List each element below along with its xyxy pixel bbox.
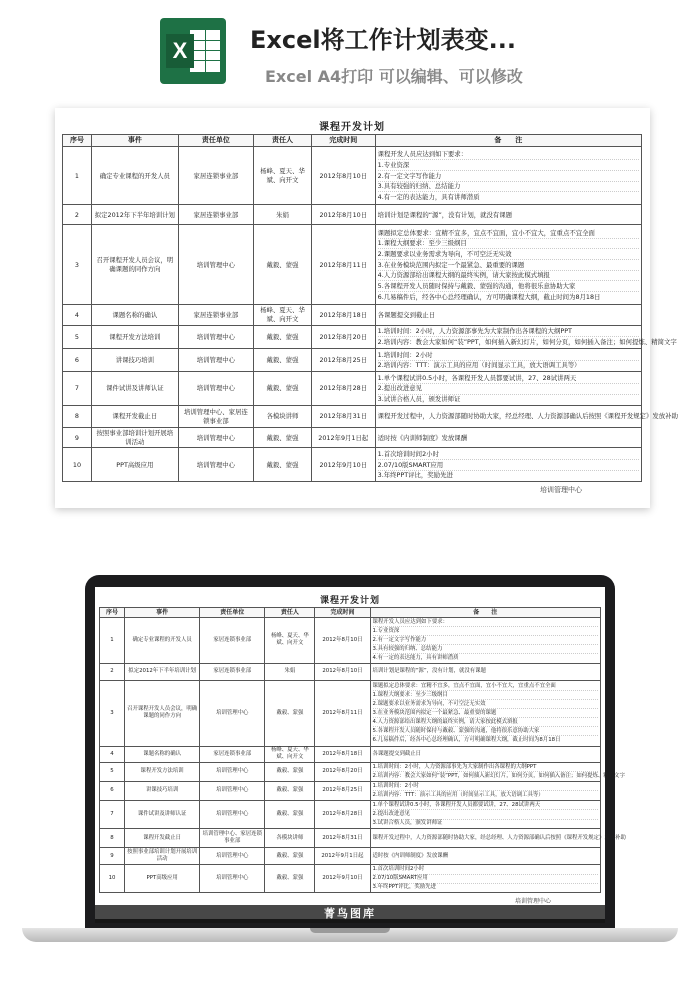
row-number: 3	[63, 225, 92, 305]
event-cell: 讲课技巧培训	[91, 349, 178, 372]
person-cell: 杨峰、夏天、华斌、向开文	[254, 147, 312, 205]
unit-cell: 培训管理中心	[200, 800, 265, 828]
table-row	[63, 147, 642, 205]
note-line: 2.培训内容：TTT：演示工具的应用（时间显示工具，放大语调工具等）	[377, 361, 581, 370]
row-number: 8	[100, 829, 125, 848]
date-cell: 2012年8月11日	[315, 680, 370, 746]
person-cell: 戴毅、蒙强	[254, 428, 312, 448]
unit-cell: 培训管理中心	[200, 781, 265, 800]
note-line: 课题拟定总体要求：宜精不宜多，宜点不宜面，宜小不宜大，宜重点不宜全面	[373, 682, 598, 691]
column-header: 序号	[63, 135, 92, 147]
event-cell: 课题名称的确认	[125, 746, 200, 762]
notes-cell	[375, 448, 641, 482]
date-cell: 2012年8月31日	[311, 406, 375, 428]
note-line: 各课题提交到截止日	[372, 750, 422, 757]
person-cell: 戴毅、蒙强	[254, 372, 312, 406]
table-row	[63, 325, 642, 348]
person-cell: 朱娟	[254, 205, 312, 225]
page-title: Excel将工作计划表变...	[250, 26, 516, 54]
unit-cell: 家居连锁事业部	[200, 746, 265, 762]
event-cell: 召开课程开发人员会议，明确课题的同作方向	[125, 680, 200, 746]
note-line: 3.试讲合格人员，颁发讲师证	[377, 395, 461, 404]
table-row	[100, 663, 601, 680]
event-cell: 按照事业部培训计划开展培训活动	[91, 428, 178, 448]
column-header: 备 注	[375, 135, 641, 147]
notes-cell	[370, 781, 600, 800]
row-number: 9	[100, 848, 125, 865]
note-line: 6.几易稿件后，经各中心总经理确认，方可明确课程大纲，截止时间为8月18日	[377, 292, 601, 301]
row-number: 1	[63, 147, 92, 205]
note-line: 1.培训时间：2小时，人力资源部事先为大家制作出各课程的大纲PPT	[378, 327, 639, 338]
unit-cell: 家居连锁事业部	[178, 147, 253, 205]
event-cell: 课程开发方法培训	[91, 325, 178, 348]
laptop-screen	[95, 587, 626, 920]
note-line: 3.年终PPT评比，奖励先进	[377, 471, 453, 480]
row-number: 1	[100, 617, 125, 663]
event-cell: 课题名称的确认	[91, 305, 178, 325]
note-line: 3.在业务模块范围内拟定一个最紧急、最重要的课题	[373, 709, 598, 718]
note-line: 3.在业务模块范围内拟定一个最紧急、最重要的课题	[378, 260, 639, 271]
row-number: 7	[63, 372, 92, 406]
table-row	[63, 406, 642, 428]
table-row	[63, 448, 642, 482]
row-number: 4	[63, 305, 92, 325]
date-cell: 2012年8月25日	[315, 781, 370, 800]
row-number: 9	[63, 428, 92, 448]
note-line: 4.有一定的表达能力，具有讲师潜质	[372, 654, 459, 661]
event-cell: 课程开发方法培训	[125, 762, 200, 781]
table-row	[100, 680, 601, 746]
unit-cell: 培训管理中心	[200, 762, 265, 781]
table-row	[100, 865, 601, 893]
date-cell: 2012年9月10日	[311, 448, 375, 482]
column-header: 备 注	[370, 608, 600, 618]
laptop-notch	[310, 928, 390, 933]
date-cell: 2012年8月10日	[315, 663, 370, 680]
unit-cell: 培训管理中心	[200, 865, 265, 893]
note-line: 1.首次培训时间2小时	[373, 866, 598, 875]
note-line: 1.培训时间：2小时，人力资源部事先为大家制作出各课程的大纲PPT	[373, 763, 598, 772]
spreadsheet-preview	[55, 108, 678, 508]
unit-cell: 培训管理中心	[200, 848, 265, 865]
table-row	[63, 305, 642, 325]
note-line: 2.培训内容：教会大家如何“装”PPT，如何插入新幻灯片，如何分页，如何插入备注；如何提炼、精简文字	[372, 772, 625, 779]
table-row	[100, 781, 601, 800]
note-line: 3.年终PPT评比，奖励先进	[372, 884, 436, 891]
row-number: 5	[100, 762, 125, 781]
plan-table	[99, 607, 626, 893]
person-cell: 杨峰、夏天、华斌、向开文	[265, 617, 315, 663]
person-cell: 戴毅、蒙强	[254, 225, 312, 305]
person-cell: 戴毅、蒙强	[254, 448, 312, 482]
column-header: 完成时间	[315, 608, 370, 618]
note-line: 4.有一定的表达能力，具有讲师潜质	[377, 192, 480, 201]
note-line: 培训计划是课程的“源”，没有计划，就没有课题	[372, 668, 486, 675]
column-header: 责任人	[265, 608, 315, 618]
note-line: 1.单个课程试讲0.5小时，各课程开发人员都要试讲，27、28试讲两天	[373, 801, 598, 810]
column-header: 序号	[100, 608, 125, 618]
date-cell: 2012年8月18日	[315, 746, 370, 762]
person-cell: 各模块讲师	[254, 406, 312, 428]
notes-cell	[370, 848, 600, 865]
note-line: 2.有一定文字写作能力	[378, 171, 639, 182]
row-number: 2	[100, 663, 125, 680]
notes-cell	[370, 829, 626, 848]
row-number: 6	[100, 781, 125, 800]
page-subtitle: Excel A4打印 可以编辑、可以修改	[265, 67, 523, 86]
table-row	[63, 428, 642, 448]
note-line: 2.有一定文字写作能力	[373, 636, 598, 645]
note-line: 1.课程大纲要求：至少三级纲目	[378, 239, 639, 250]
date-cell: 2012年8月25日	[311, 349, 375, 372]
event-cell: 课件试讲及讲师认证	[91, 372, 178, 406]
event-cell: 确定专业课程的开发人员	[125, 617, 200, 663]
date-cell: 2012年8月31日	[315, 829, 370, 848]
watermark: 菁鸟图库	[95, 905, 605, 923]
note-line: 课程开发人员应达到如下要求：	[373, 618, 598, 627]
column-header: 责任人	[254, 135, 312, 147]
note-line: 课程开发过程中，人力资源部随时协助大家，经总经理、人力资源部确认后按照《课程开发规定》发放补助	[377, 412, 678, 421]
date-cell: 2012年9月10日	[315, 865, 370, 893]
unit-cell: 培训管理中心	[178, 448, 253, 482]
column-header: 责任单位	[200, 608, 265, 618]
unit-cell: 培训管理中心	[178, 372, 253, 406]
unit-cell: 培训管理中心、家居连锁事业部	[200, 829, 265, 848]
note-line: 4.人力资源部给出课程大纲的最终实例，请大家按此模式填报	[373, 718, 598, 727]
signature-line: 培训管理中心	[540, 486, 582, 495]
event-cell: 课程开发截止日	[91, 406, 178, 428]
note-line: 各课题提交到截止日	[377, 310, 436, 319]
event-cell: 确定专业课程的开发人员	[91, 147, 178, 205]
person-cell: 戴毅、蒙强	[265, 680, 315, 746]
note-line: 1.首次培训时间2小时	[378, 450, 639, 461]
column-header: 事件	[91, 135, 178, 147]
notes-cell	[370, 680, 600, 746]
unit-cell: 培训管理中心	[200, 680, 265, 746]
person-cell: 戴毅、蒙强	[265, 865, 315, 893]
table-row	[100, 829, 601, 848]
note-line: 1.培训时间：2小时	[373, 782, 598, 791]
note-line: 1.专业资深	[373, 627, 598, 636]
person-cell: 朱娟	[265, 663, 315, 680]
signature-line: 培训管理中心	[514, 898, 551, 906]
date-cell: 2012年8月11日	[311, 225, 375, 305]
column-header: 完成时间	[311, 135, 375, 147]
person-cell: 各模块讲师	[265, 829, 315, 848]
notes-cell	[375, 305, 641, 325]
note-line: 3.具有较强的归纳、总结能力	[373, 645, 598, 654]
note-line: 2.07/10版SMART应用	[378, 460, 639, 471]
row-number: 7	[100, 800, 125, 828]
table-row	[100, 746, 601, 762]
table-row	[100, 848, 601, 865]
notes-cell	[375, 349, 641, 372]
note-line: 4.人力资源部给出课程大纲的最终实例，请大家按此模式填报	[378, 271, 639, 282]
table-row	[100, 617, 601, 663]
date-cell: 2012年8月20日	[315, 762, 370, 781]
table-header-row	[100, 608, 601, 618]
note-line: 2.课题要求以业务需求为导向，不可空泛无实效	[373, 700, 598, 709]
person-cell: 戴毅、蒙强	[254, 325, 312, 348]
notes-cell	[375, 205, 641, 225]
event-cell: 讲课技巧培训	[125, 781, 200, 800]
notes-cell	[370, 663, 600, 680]
plan-table	[62, 134, 678, 482]
date-cell: 2012年9月1日起	[315, 848, 370, 865]
notes-cell	[375, 372, 641, 406]
note-line: 1.专业资深	[378, 160, 639, 171]
note-line: 1.单个课程试讲0.5小时，各课程开发人员都要试讲，27、28试讲两天	[378, 373, 639, 384]
note-line: 1.培训时间：2小时	[378, 350, 639, 361]
document-caption: 课程开发计划	[319, 596, 380, 606]
person-cell: 杨峰、夏天、华斌、向开文	[265, 746, 315, 762]
row-number: 8	[63, 406, 92, 428]
note-line: 适时按《内训师制度》发放课酬	[372, 852, 448, 859]
table-row	[100, 762, 601, 781]
column-header: 事件	[125, 608, 200, 618]
unit-cell: 培训管理中心	[178, 349, 253, 372]
unit-cell: 培训管理中心	[178, 428, 253, 448]
unit-cell: 培训管理中心、家居连锁事业部	[178, 406, 253, 428]
unit-cell: 家居连锁事业部	[178, 205, 253, 225]
person-cell: 戴毅、蒙强	[265, 848, 315, 865]
note-line: 课程开发人员应达到如下要求：	[378, 150, 639, 161]
note-line: 3.具有较强的归纳、总结能力	[378, 182, 639, 193]
row-number: 2	[63, 205, 92, 225]
event-cell: 召开课程开发人员会议，明确课题的同作方向	[91, 225, 178, 305]
note-line: 2.提出改进意见	[378, 384, 639, 395]
date-cell: 2012年8月10日	[315, 617, 370, 663]
date-cell: 2012年8月10日	[311, 205, 375, 225]
column-header: 责任单位	[178, 135, 253, 147]
excel-icon: X	[160, 18, 226, 84]
note-line: 5.各课程开发人员随时保持与戴毅、蒙强的沟通，他将很乐意协助大家	[373, 727, 598, 736]
row-number: 6	[63, 349, 92, 372]
notes-cell	[375, 428, 641, 448]
header	[0, 0, 700, 100]
person-cell: 戴毅、蒙强	[265, 762, 315, 781]
date-cell: 2012年8月10日	[311, 147, 375, 205]
note-line: 2.课题要求以业务需求为导向，不可空泛无实效	[378, 249, 639, 260]
document-caption: 课程开发计划	[319, 122, 385, 133]
note-line: 3.试讲合格人员，颁发讲师证	[372, 820, 443, 826]
note-line: 1.课程大纲要求：至少三级纲目	[373, 691, 598, 700]
unit-cell: 培训管理中心	[178, 225, 253, 305]
event-cell: 课程开发截止日	[125, 829, 200, 848]
note-line: 课题拟定总体要求：宜精不宜多，宜点不宜面，宜小不宜大，宜重点不宜全面	[378, 228, 639, 239]
note-line: 5.各课程开发人员随时保持与戴毅、蒙强的沟通，他将很乐意协助大家	[378, 281, 639, 292]
person-cell: 戴毅、蒙强	[265, 800, 315, 828]
notes-cell	[370, 762, 625, 781]
row-number: 3	[100, 680, 125, 746]
person-cell: 戴毅、蒙强	[254, 349, 312, 372]
date-cell: 2012年8月28日	[311, 372, 375, 406]
table-row	[63, 205, 642, 225]
unit-cell: 家居连锁事业部	[200, 663, 265, 680]
person-cell: 杨峰、夏天、华斌、向开文	[254, 305, 312, 325]
table-row	[63, 349, 642, 372]
note-line: 2.培训内容：TTT：演示工具的应用（时间显示工具，放大语调工具等）	[372, 791, 544, 798]
notes-cell	[375, 325, 677, 348]
row-number: 10	[63, 448, 92, 482]
note-line: 培训计划是课程的“源”，没有计划，就没有课题	[377, 210, 513, 219]
event-cell: 课件试讲及讲师认证	[125, 800, 200, 828]
event-cell: PPT高级应用	[91, 448, 178, 482]
notes-cell	[370, 865, 600, 893]
table-row	[63, 225, 642, 305]
table-header-row	[63, 135, 642, 147]
event-cell: PPT高级应用	[125, 865, 200, 893]
notes-cell	[370, 746, 600, 762]
table-row	[63, 372, 642, 406]
date-cell: 2012年8月28日	[315, 800, 370, 828]
person-cell: 戴毅、蒙强	[265, 781, 315, 800]
notes-cell	[375, 147, 641, 205]
event-cell: 拟定2012年下半年培训计划	[125, 663, 200, 680]
notes-cell	[370, 617, 600, 663]
note-line: 6.几易稿件后，经各中心总经理确认，方可明确课程大纲，截止时间为8月18日	[372, 736, 561, 743]
event-cell: 按照事业部培训计划开展培训活动	[125, 848, 200, 865]
note-line: 适时按《内训师制度》发放课酬	[377, 433, 468, 442]
row-number: 10	[100, 865, 125, 893]
unit-cell: 家居连锁事业部	[200, 617, 265, 663]
date-cell: 2012年8月18日	[311, 305, 375, 325]
event-cell: 拟定2012年下半年培训计划	[91, 205, 178, 225]
note-line: 课程开发过程中，人力资源部随时协助大家，经总经理、人力资源部确认后按照《课程开发规定》发放补助	[372, 834, 626, 841]
table-row	[100, 800, 601, 828]
date-cell: 2012年9月1日起	[311, 428, 375, 448]
row-number: 4	[100, 746, 125, 762]
notes-cell	[375, 406, 678, 428]
note-line: 2.培训内容：教会大家如何“装”PPT，如何插入新幻灯片，如何分页，如何插入备注；如何提炼、精简文字	[377, 337, 677, 346]
notes-cell	[375, 225, 641, 305]
unit-cell: 培训管理中心	[178, 325, 253, 348]
laptop-mockup	[85, 575, 626, 930]
notes-cell	[370, 800, 600, 828]
row-number: 5	[63, 325, 92, 348]
note-line: 2.07/10版SMART应用	[373, 875, 598, 884]
note-line: 2.提出改进意见	[373, 810, 598, 819]
date-cell: 2012年8月20日	[311, 325, 375, 348]
unit-cell: 家居连锁事业部	[178, 305, 253, 325]
